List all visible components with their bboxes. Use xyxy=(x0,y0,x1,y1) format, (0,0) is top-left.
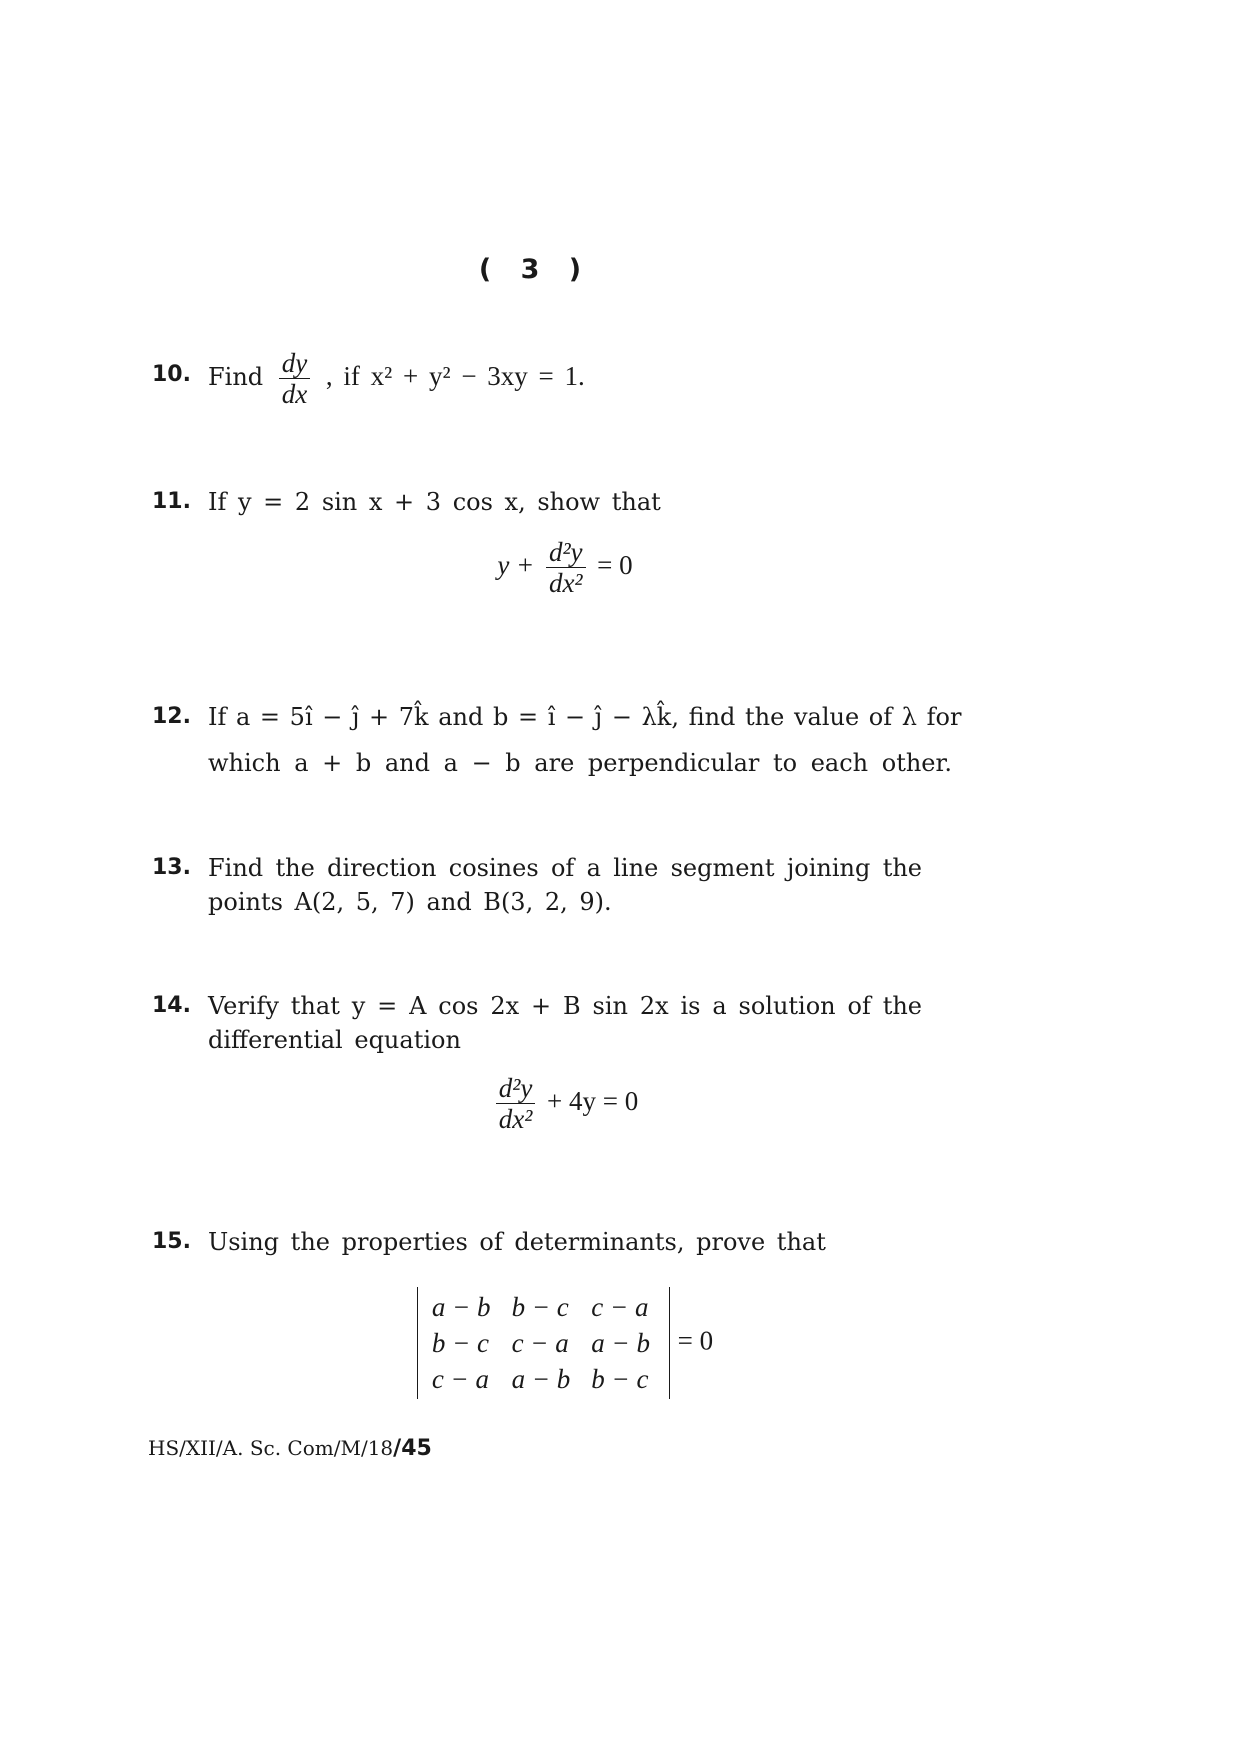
matrix-row xyxy=(424,1361,663,1397)
question-number: 15. xyxy=(152,1229,191,1254)
matrix-cell: c − a xyxy=(591,1292,649,1322)
question-text: If y = 2 sin x + 3 cos x, show that xyxy=(208,488,661,516)
question-text xyxy=(208,348,922,409)
paper-code: HS/XII/A. Sc. Com/M/18 xyxy=(148,1436,394,1460)
question-text-line-1: If a = 5î − ĵ + 7k̂ and b = î − ĵ − λk̂, find the value of λ for xyxy=(208,703,962,731)
equation-rhs: = 0 xyxy=(597,550,633,580)
matrix-cell: b − c xyxy=(591,1364,649,1394)
matrix-cell: c − a xyxy=(511,1328,569,1358)
second-derivative-fraction xyxy=(496,1073,536,1134)
fraction-numerator: d²y xyxy=(496,1073,536,1104)
question-15 xyxy=(152,1225,922,1399)
equation xyxy=(208,537,922,598)
matrix-row xyxy=(424,1289,663,1325)
question-10 xyxy=(152,348,922,409)
paper-code-suffix: /45 xyxy=(393,1436,432,1461)
matrix-cell: a − b xyxy=(511,1364,571,1394)
matrix-cell: a − b xyxy=(591,1328,651,1358)
question-text: Verify that y = A cos 2x + B sin 2x is a solution of the differential equation xyxy=(208,992,922,1054)
page-number: ( 3 ) xyxy=(478,254,592,285)
question-number: 14. xyxy=(152,993,191,1018)
fraction-denominator: dx² xyxy=(498,1104,533,1134)
question-13 xyxy=(152,851,922,919)
matrix-cell: b − c xyxy=(431,1328,490,1358)
fraction-denominator: dx² xyxy=(548,568,583,598)
question-text: Find the direction cosines of a line segment joining the points A(2, 5, 7) and B(3, 2, 9). xyxy=(208,854,922,916)
matrix-cell: b − c xyxy=(511,1292,569,1322)
question-text-line-2: which a + b and a − b are perpendicular to each other. xyxy=(208,749,952,777)
second-derivative-fraction xyxy=(546,537,586,598)
question-14 xyxy=(152,989,922,1134)
question-number: 13. xyxy=(152,855,191,880)
determinant-matrix xyxy=(424,1289,663,1397)
question-number: 11. xyxy=(152,489,191,514)
footer-code xyxy=(148,1436,432,1461)
determinant-equation xyxy=(208,1287,922,1399)
equation-lhs: y + xyxy=(497,550,535,580)
question-number: 10. xyxy=(152,362,191,387)
find-word: Find xyxy=(208,363,264,391)
fraction-numerator: dy xyxy=(279,348,310,379)
equation xyxy=(208,1073,922,1134)
matrix-cell: a − b xyxy=(431,1292,491,1322)
question-11 xyxy=(152,485,922,598)
condition-equation: , if x² + y² − 3xy = 1. xyxy=(325,361,585,391)
fraction-denominator: dx xyxy=(281,379,308,409)
question-text: Using the properties of determinants, prove that xyxy=(208,1228,826,1256)
equation-rhs: + 4y = 0 xyxy=(547,1086,639,1116)
question-12 xyxy=(152,694,962,786)
fraction-numerator: d²y xyxy=(546,537,586,568)
matrix-cell: c − a xyxy=(431,1364,490,1394)
question-number: 12. xyxy=(152,704,191,729)
determinant xyxy=(417,1287,670,1399)
dy-dx-fraction xyxy=(279,348,310,409)
equation-rhs: = 0 xyxy=(677,1325,714,1356)
matrix-row xyxy=(424,1325,663,1361)
